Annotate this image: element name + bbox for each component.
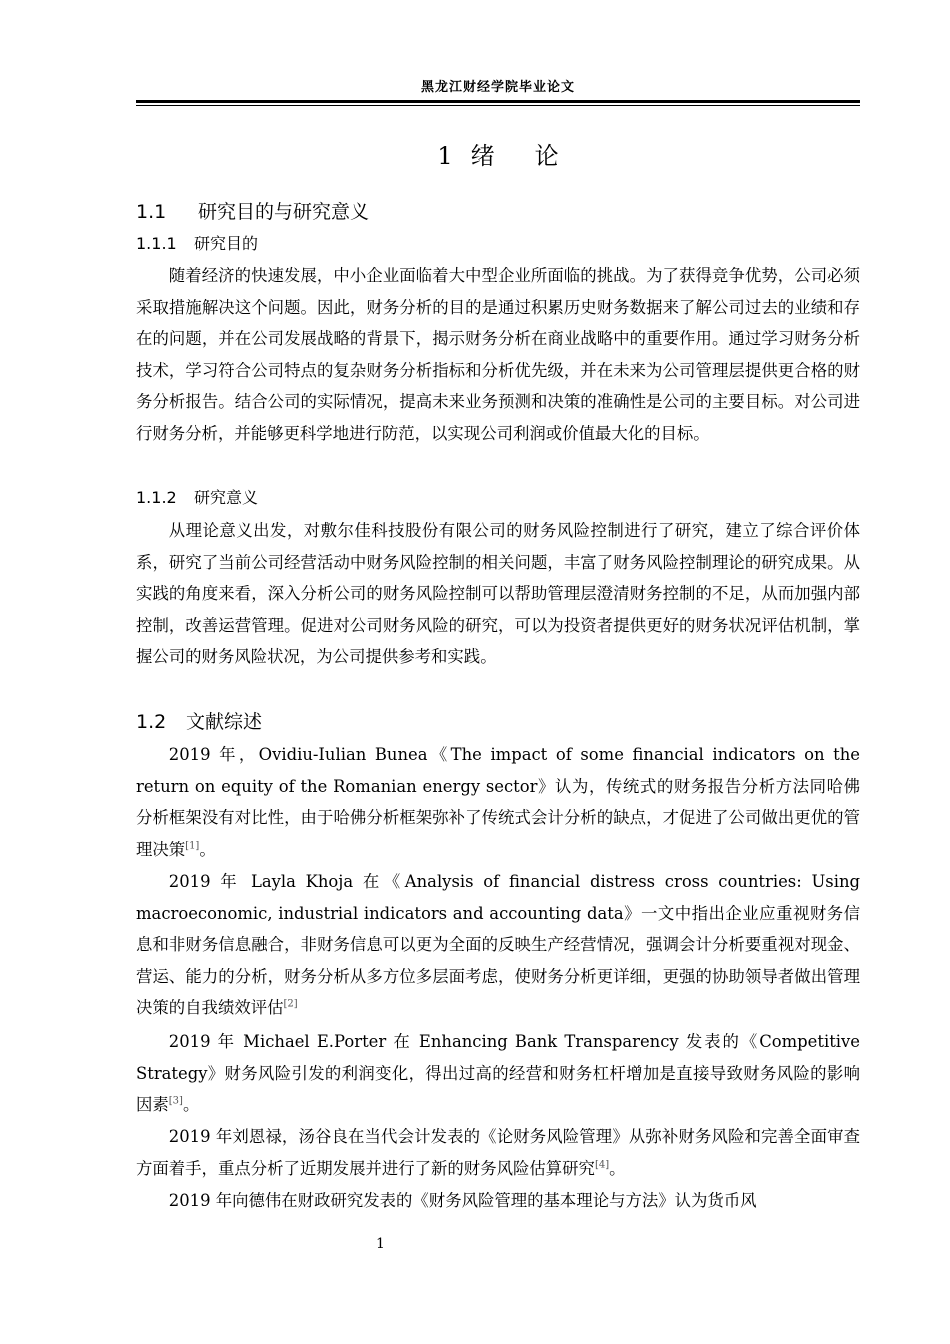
subsection-heading-1-1-1	[136, 232, 258, 256]
page-number: 1	[376, 1236, 385, 1252]
chapter-title: 绪论	[470, 142, 599, 170]
paragraph-research-significance: 从理论意义出发，对敷尔佳科技股份有限公司的财务风险控制进行了研究，建立了综合评价体系，研究了当前公司经营活动中财务风险控制的相关问题，丰富了财务风险控制理论的研究成果。从实践的角度来看，深入分析公司的财务风险控制可以帮助管理层澄清财务控制的不足，从而加强内部控制，改善运营管理。促进对公司财务风险的研究，可以为投资者提供更好的财务状况评估机制，掌握公司的财务风险状况，为公司提供参考和实践。	[136, 521, 860, 666]
paragraph-text: 2019 年刘恩禄，汤谷良在当代会计发表的《论财务风险管理》从弥补财务风险和完善全面审查方面着手，重点分析了近期发展并进行了新的财务风险估算研究	[136, 1127, 860, 1178]
subsection-number: 1.1.1	[136, 234, 177, 253]
subsection-number: 1.1.2	[136, 488, 177, 507]
paragraph-literature-4	[136, 1121, 860, 1184]
paragraph-tail: 。	[199, 839, 216, 859]
section-heading-1-1	[136, 198, 369, 226]
paragraph-literature-3	[136, 1026, 860, 1121]
running-header: 黑龙江财经学院毕业论文	[420, 80, 575, 95]
section-number: 1.1	[136, 201, 167, 223]
citation-ref: [2]	[283, 998, 298, 1010]
subsection-title: 研究意义	[194, 488, 259, 507]
citation-ref: [4]	[594, 1159, 610, 1171]
subsection-title: 研究目的	[194, 234, 259, 253]
paragraph-text: 2019 年，Ovidiu-Iulian Bunea《The impact of some financial indicators on the return on equity of the Romanian energy sector》认为，传统式的财务报告分析方法同哈佛分析框架没有对比性，由于哈佛分析框架弥补了传统式会计分析的缺点，才促进了公司做出更优的管理决策	[136, 745, 860, 859]
section-title: 研究目的与研究意义	[198, 201, 370, 223]
section-heading-1-2	[136, 708, 262, 736]
paragraph-literature-1	[136, 739, 860, 865]
paragraph-tail: 。	[609, 1158, 626, 1178]
header-rule-thin	[136, 105, 860, 106]
section-number: 1.2	[136, 711, 167, 733]
citation-ref: [1]	[185, 840, 200, 852]
subsection-heading-1-1-2	[136, 486, 258, 510]
paragraph-literature-2	[136, 866, 860, 1024]
header-rule-thick	[136, 100, 860, 103]
paragraph-tail: 。	[182, 1095, 200, 1114]
paragraph-text: 2019 年 Layla Khoja 在《Analysis of financial distress cross countries: Using macroeconomic, industrial indicators and accounting data》一文中指出企业应重视财务信息和非财务信息融合，非财务信息可以更为全面的反映生产经营情况，强调会计分析要重视对现金、营运、能力的分析，财务分析从多方位多层面考虑，使财务分析更详细，更强的协助领导者做出管理决策的自我绩效评估	[136, 872, 860, 1017]
paragraph-text: 2019 年 Michael E.Porter 在 Enhancing Bank Transparency 发表的《Competitive Strategy》财务风险引发的利润变化，得出过高的经营和财务杠杆增加是直接导致财务风险的影响因素	[136, 1032, 860, 1114]
chapter-heading	[136, 140, 860, 172]
section-title: 文献综述	[186, 711, 263, 733]
citation-ref: [3]	[168, 1095, 183, 1107]
chapter-number: 1	[437, 142, 453, 170]
paragraph-research-purpose: 随着经济的快速发展，中小企业面临着大中型企业所面临的挑战。为了获得竞争优势，公司必须采取措施解决这个问题。因此，财务分析的目的是通过积累历史财务数据来了解公司过去的业绩和存在的问题，并在公司发展战略的背景下，揭示财务分析在商业战略中的重要作用。通过学习财务分析技术，学习符合公司特点的复杂财务分析指标和分析优先级，并在未来为公司管理层提供更合格的财务分析报告。结合公司的实际情况，提高未来业务预测和决策的准确性是公司的主要目标。对公司进行财务分析，并能够更科学地进行防范，以实现公司利润或价值最大化的目标。	[136, 266, 860, 443]
paragraph-literature-5: 2019 年向德伟在财政研究发表的《财务风险管理的基本理论与方法》认为货币风	[168, 1191, 757, 1210]
